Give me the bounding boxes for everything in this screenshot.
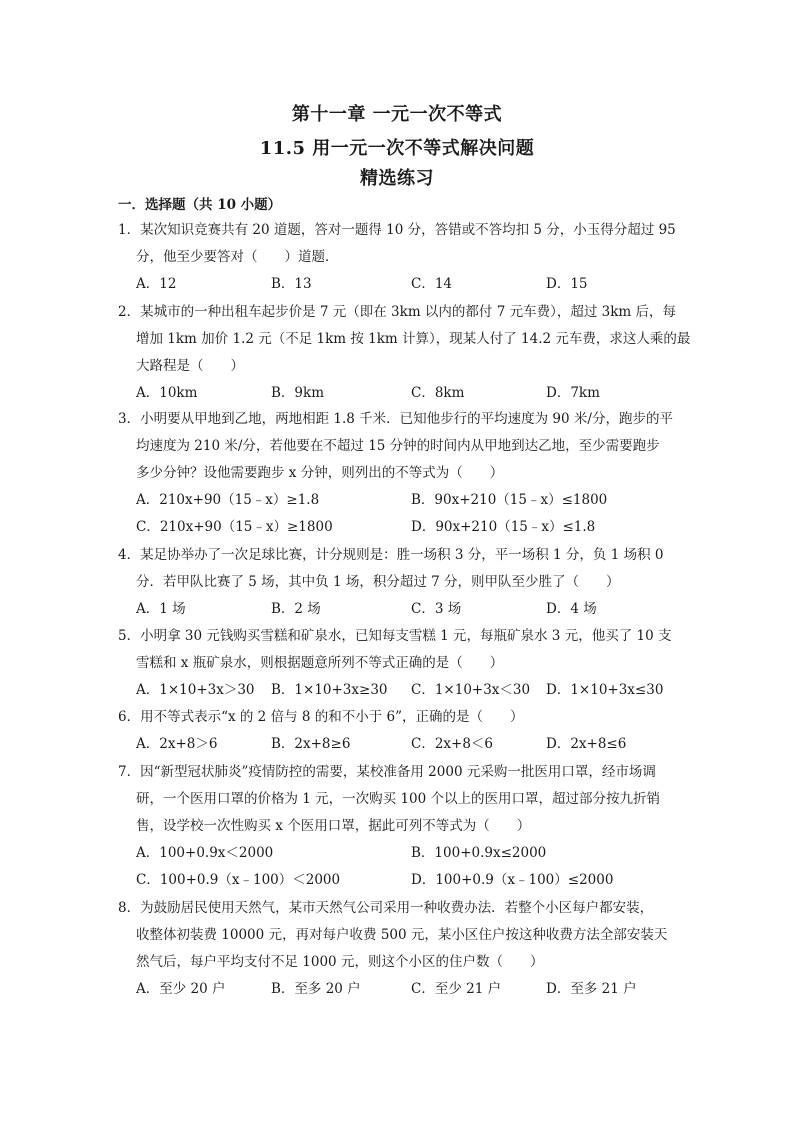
option-a[interactable]: A．1×10+3x＞30 <box>136 682 255 698</box>
option-d[interactable]: D．90x+210（15﹣x）≤1.8 <box>411 519 596 535</box>
question-line: 3．小明要从甲地到乙地，两地相距 1.8 千米．已知他步行的平均速度为 90 米/分，跑步的平 <box>118 411 673 427</box>
option-d[interactable]: D．15 <box>546 276 588 292</box>
lesson-title: 11.5 用一元一次不等式解决问题 <box>259 138 535 159</box>
option-c[interactable]: C．14 <box>411 276 453 292</box>
options-row <box>118 840 684 867</box>
option-a[interactable]: A．2x+8＞6 <box>136 736 218 752</box>
option-c[interactable]: C．2x+8＜6 <box>411 736 494 752</box>
options-row <box>118 596 684 623</box>
options-row <box>118 976 684 1003</box>
option-b[interactable]: B．13 <box>271 276 312 292</box>
option-b[interactable]: B．90x+210（15﹣x）≤1800 <box>411 492 608 508</box>
option-a[interactable]: A．12 <box>136 276 177 292</box>
question-line: 5．小明拿 30 元钱购买雪糕和矿泉水，已知每支雪糕 1 元，每瓶矿泉水 3 元，他买了 10 支 <box>118 628 672 644</box>
question-line: 7．因“新型冠状肺炎”疫情防控的需要，某校准备用 2000 元采购一批医用口罩，经市场调 <box>118 764 656 780</box>
option-d[interactable]: D．7km <box>546 385 600 401</box>
question-7 <box>118 759 684 894</box>
option-d[interactable]: D．4 场 <box>546 601 597 617</box>
chapter-title: 第十一章 一元一次不等式 <box>291 104 503 125</box>
options-row <box>118 731 684 758</box>
question-line: 售，设学校一次性购买 x 个医用口罩，据此可列不等式为（ ） <box>136 818 531 834</box>
question-line: 2．某城市的一种出租车起步价是 7 元（即在 3km 以内的都付 7 元车费），超过 3km 后，每 <box>118 304 676 320</box>
option-c[interactable]: C．100+0.9（x﹣100）＜2000 <box>136 872 341 888</box>
option-b[interactable]: B．2x+8≥6 <box>271 736 351 752</box>
question-6 <box>118 704 684 758</box>
option-a[interactable]: A．1 场 <box>136 601 186 617</box>
question-line: 8．为鼓励居民使用天然气，某市天然气公司采用一种收费办法．若整个小区每户都安装， <box>118 900 654 916</box>
options-row <box>118 514 684 541</box>
section-heading: 一．选择题（共 10 小题） <box>118 197 282 213</box>
option-d[interactable]: D．2x+8≤6 <box>546 736 627 752</box>
question-line: 6．用不等式表示“x 的 2 倍与 8 的和不小于 6”，正确的是（ ） <box>118 709 524 725</box>
option-d[interactable]: D．1×10+3x≤30 <box>546 682 664 698</box>
option-b[interactable]: B．1×10+3x≥30 <box>271 682 388 698</box>
question-4 <box>118 542 684 623</box>
option-c[interactable]: C．210x+90（15﹣x）≥1800 <box>136 519 333 535</box>
option-c[interactable]: C．1×10+3x＜30 <box>411 682 531 698</box>
option-b[interactable]: B．至多 20 户 <box>271 981 361 997</box>
page-subtitle: 精选练习 <box>360 168 434 189</box>
options-row <box>118 271 684 298</box>
question-3 <box>118 406 684 541</box>
question-line: 4．某足协举办了一次足球比赛，计分规则是：胜一场积 3 分，平一场积 1 分，负 1 场积 0 <box>118 547 664 563</box>
option-a[interactable]: A．210x+90（15﹣x）≥1.8 <box>136 492 320 508</box>
option-a[interactable]: A．至少 20 户 <box>136 981 226 997</box>
question-line: 增加 1km 加价 1.2 元（不足 1km 按 1km 计算），现某人付了 14.2 元车费，求这人乘的最 <box>136 331 691 347</box>
question-8 <box>118 895 684 1003</box>
option-c[interactable]: C．8km <box>411 385 465 401</box>
question-line: 多少分钟？设他需要跑步 x 分钟，则列出的不等式为（ ） <box>136 465 504 481</box>
question-line: 收整体初装费 10000 元，再对每户收费 500 元，某小区住户按这种收费方法全部安装天 <box>136 927 668 943</box>
question-5 <box>118 623 684 704</box>
question-line: 分，他至少要答对（ ）道题． <box>136 249 339 265</box>
option-b[interactable]: B．9km <box>271 385 324 401</box>
question-1 <box>118 217 684 298</box>
question-line: 研，一个医用口罩的价格为 1 元，一次购买 100 个以上的医用口罩，超过部分按九折销 <box>136 791 661 807</box>
options-row <box>118 487 684 514</box>
question-2 <box>118 299 691 407</box>
option-a[interactable]: A．10km <box>136 385 198 401</box>
options-row <box>118 867 684 894</box>
question-line: 分．若甲队比赛了 5 场，其中负 1 场，积分超过 7 分，则甲队至少胜了（ ） <box>136 574 620 590</box>
question-line: 然气后，每户平均支付不足 1000 元，则这个小区的住户数（ ） <box>136 954 544 970</box>
question-line: 均速度为 210 米/分，若他要在不超过 15 分钟的时间内从甲地到达乙地，至少需要跑步 <box>136 438 660 454</box>
option-a[interactable]: A．100+0.9x＜2000 <box>136 845 274 861</box>
options-row <box>118 677 684 704</box>
option-c[interactable]: C．3 场 <box>411 601 462 617</box>
question-line: 雪糕和 x 瓶矿泉水，则根据题意所列不等式正确的是（ ） <box>136 655 504 671</box>
option-c[interactable]: C．至少 21 户 <box>411 981 502 997</box>
option-b[interactable]: B．2 场 <box>271 601 321 617</box>
options-row <box>118 380 684 407</box>
option-d[interactable]: D．至多 21 户 <box>546 981 637 997</box>
option-b[interactable]: B．100+0.9x≤2000 <box>411 845 547 861</box>
option-d[interactable]: D．100+0.9（x﹣100）≤2000 <box>411 872 614 888</box>
question-line: 1．某次知识竞赛共有 20 道题，答对一题得 10 分，答错或不答均扣 5 分，小玉得分超过 95 <box>118 222 676 238</box>
question-line: 大路程是（ ） <box>136 358 244 374</box>
